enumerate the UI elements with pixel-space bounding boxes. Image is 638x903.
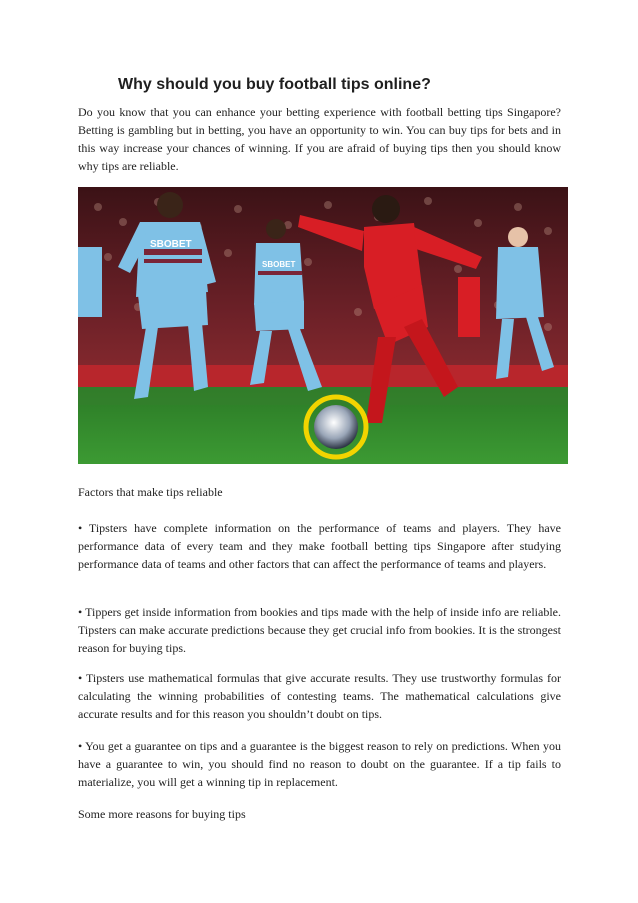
article-title: Why should you buy football tips online? [118,76,431,93]
football-match-photo [78,187,568,464]
ball-highlight [306,397,366,457]
bullet-paragraph-3: • Tipsters use mathematical formulas that give accurate results. They use trustworthy formulas for calculating the winning probabilities of contesting teams. The mathematical calculations give accurate results and for this reason you shouldn’t doubt on tips. [78,671,561,721]
factors-heading: Factors that make tips reliable [78,485,223,499]
bullet-paragraph-2: • Tippers get inside information from bookies and tips made with the help of inside info are reliable. Tipsters can make accurate predictions because they get crucial info from bookies. It is the strongest reason for buying tips. [78,605,561,655]
more-reasons-heading: Some more reasons for buying tips [78,807,246,821]
intro-paragraph: Do you know that you can enhance your betting experience with football betting tips Singapore? Betting is gambling but in betting, you have an opportunity to win. You can buy tips for bets and in this way increase your chances of winning. If you are afraid of buying tips then you should know why tips are reliable. [78,105,561,173]
bullet-paragraph-4: • You get a guarantee on tips and a guarantee is the biggest reason to rely on predictions. When you have a guarantee to win, you should find no reason to doubt on the guarantee. If a tip fails to materialize, you will get a winning tip in replacement. [78,739,561,789]
shirt-sponsor-left: SBOBET [150,239,192,250]
bullet-paragraph-1: • Tipsters have complete information on the performance of teams and players. They have performance data of every team and they make football betting tips Singapore after studying performance data of teams and other factors that can affect the performance of teams and players. [78,521,561,571]
shirt-sponsor-middle: SBOBET [262,260,296,269]
